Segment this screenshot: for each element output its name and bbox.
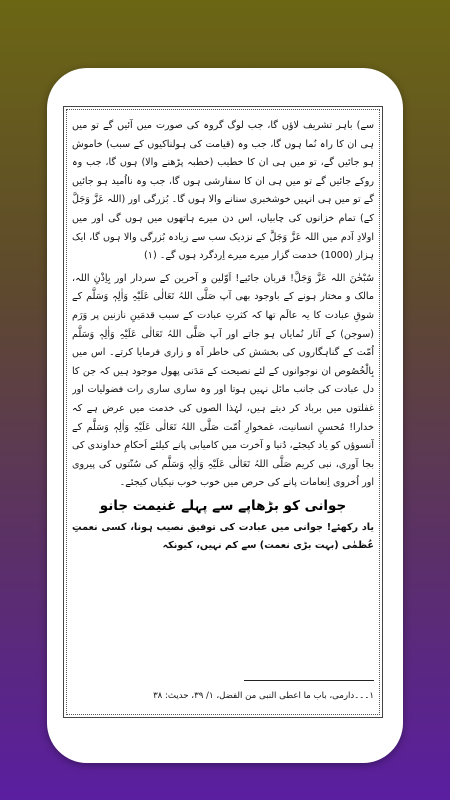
paragraph-2: سُبْحٰنَ اللہ عَزَّ وَجَلَّ! قربان جائیے! اَوّلین و آخرین کے سردار اور بِاِذْنِ اللہ، مالک و مختار ہونے کے باوجود بھی آپ صَلَّی اللہُ تَعَالٰی عَلَیْہِ وَاٰلِہٖ وَسَلَّم کے شوقِ عبادت کا یہ عالَم تھا کہ کثرتِ عبادت کے سبب قدمَینِ نازنین پر وَرَم (سوجن) کے آثار نُمایاں ہو جاتے اور آپ صَلَّی اللہُ تَعَالٰی عَلَیْہِ وَاٰلِہٖ وَسَلَّم اُمّت کے گناہگاروں کی بخشش کی خاطر آہ و زاری فرمایا کرتے۔ اس میں بِالْخُصُوص ان نوجوانوں کے لئے نصیحت کے مَدَنی پھول موجود ہیں کہ جن کا دل عبادت کی جانب مائل نہیں ہوتا اور وہ ساری ساری رات فضولیات اور غفلتوں میں برباد کر دیتے ہیں، لہٰذا الصوں کی خدمت میں عرض ہے کہ خدارا! مُحسنِ انسانیت، غمخوارِ اُمّت صَلَّی اللہُ تَعَالٰی عَلَیْہِ وَاٰلِہٖ وَسَلَّم کے آنسوؤں کو یاد کیجئے، دُنیا و آخرت میں کامیابی پانے کیلئے اَحکامِ خداوندی کی بجا آوری، نبی کریم صَلَّی اللہُ تَعَالٰی عَلَیْہِ وَاٰلِہٖ وَسَلَّم کی سُنّتوں کی پیروی اور اُخروی اِنعامات پانے کی حرص میں خوب خوب نیکیاں کیجئے۔ — [72, 272, 374, 489]
page-card — [47, 68, 403, 763]
footnote-divider — [244, 680, 374, 681]
book-text[interactable] — [72, 117, 374, 707]
section-heading: جوانی کو بڑھاپے سے پہلے غنیمت جانو — [99, 497, 347, 514]
book-page-frame — [63, 106, 383, 718]
paragraph-3: یاد رکھئے! جوانی میں عبادت کی توفیق نصیب ہونا، کسی نعمتِ عُظمٰی (بہت بڑی نعمت) سے کم نہیں، کیونکہ — [72, 521, 374, 552]
footnote: ۱۔۔۔دارمی، باب ما اعطی النبی من الفضل، ۱/ ۳۹، حدیث: ۳۸ — [153, 691, 374, 701]
paragraph-1: سے) باہر تشریف لاؤں گا، جب لوگ گروہ کی صورت میں آئیں گے تو میں ہی ان کا راہ نُما ہوں گا، جب وہ (قیامت کی ہولناکیوں کے سبب) خاموش ہو جائیں گے، تو میں ہی ان کا خطیب (خطبہ پڑھنے والا) ہوں گا، جب وہ روکے جائیں گے تو میں ہی ان کا سفارشی ہوں گا، جب وہ نااُمید ہو جائیں گے تو میں ہی انہیں خوشخبری سنانے والا ہوں گا۔ بُزرگی اور (اللہ عَزَّ وَجَلَّ کے) تمام خزانوں کی چابیاں، اس دن میرے ہاتھوں میں ہوں گی اور میں اولادِ آدم میں اللہ عَزَّ وَجَلَّ کے نزدیک سب سے زیادہ بُزرگی والا ہوں گا، ایک ہزار (1000) خدمت گزار میرے میرے اِردگرد ہوں گے۔ (۱) — [72, 120, 374, 262]
